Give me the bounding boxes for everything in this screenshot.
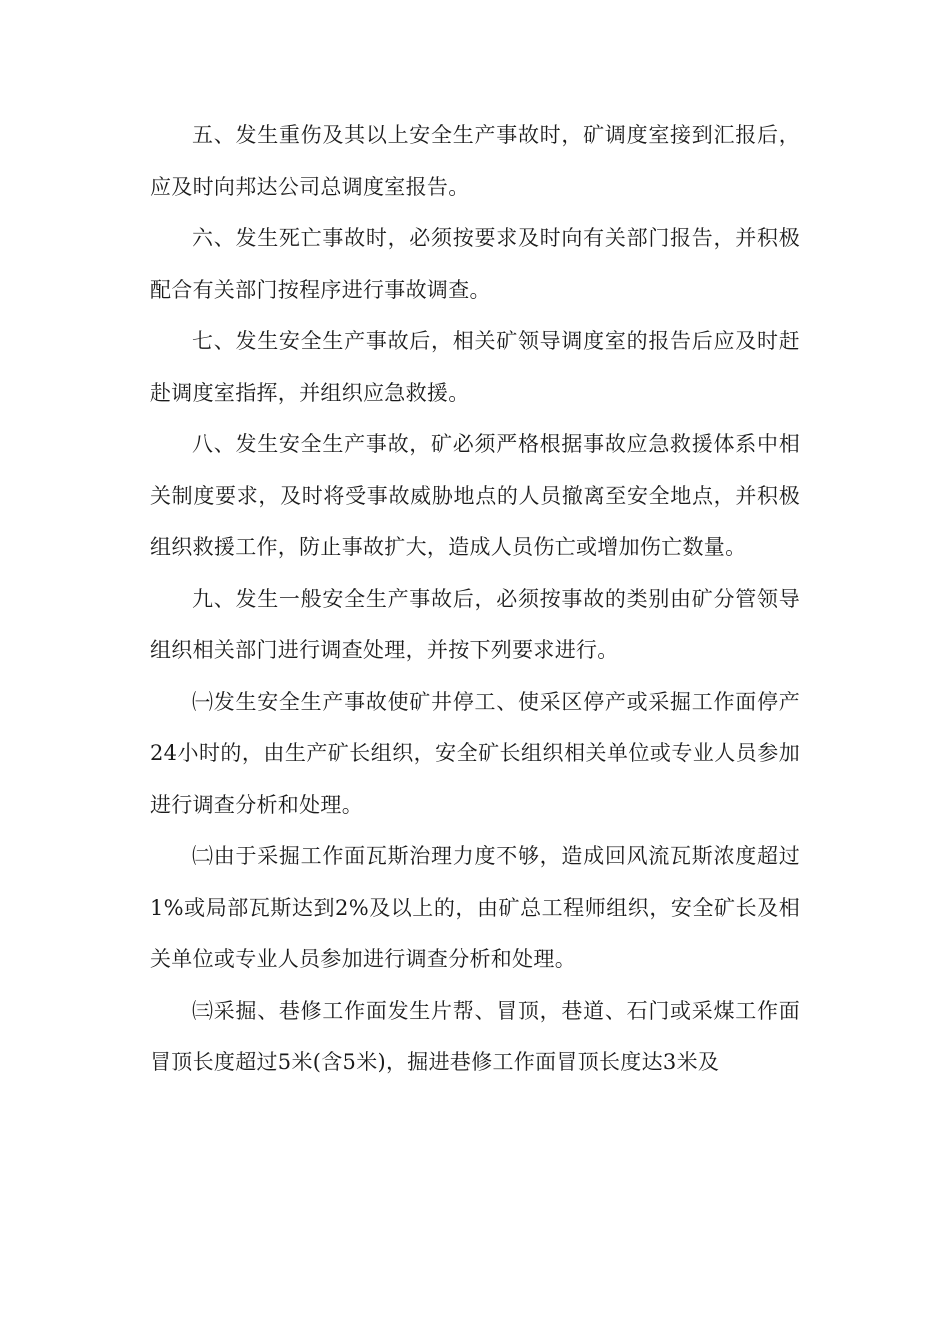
paragraph-seven: 七、发生安全生产事故后，相关矿领导调度室的报告后应及时赶赴调度室指挥，并组织应急救援。	[150, 329, 800, 405]
paragraph-five: 五、发生重伤及其以上安全生产事故时，矿调度室接到汇报后，应及时向邦达公司总调度室报告。	[150, 123, 800, 199]
paragraph-eight: 八、发生安全生产事故，矿必须严格根据事故应急救援体系中相关制度要求，及时将受事故威胁地点的人员撤离至安全地点，并积极组织救援工作，防止事故扩大，造成人员伤亡或增加伤亡数量。	[150, 432, 800, 559]
paragraph-nine: 九、发生一般安全生产事故后，必须按事故的类别由矿分管领导组织相关部门进行调查处理，并按下列要求进行。	[150, 586, 800, 662]
sub-item-two: ㈡由于采掘工作面瓦斯治理力度不够，造成回风流瓦斯浓度超过1%或局部瓦斯达到2%及以上的，由矿总工程师组织，安全矿长及相关单位或专业人员参加进行调查分析和处理。	[150, 844, 800, 971]
paragraph-six: 六、发生死亡事故时，必须按要求及时向有关部门报告，并积极配合有关部门按程序进行事故调查。	[150, 226, 800, 302]
sub-item-three: ㈢采掘、巷修工作面发生片帮、冒顶，巷道、石门或采煤工作面冒顶长度超过5米(含5米)，掘进巷修工作面冒顶长度达3米及	[150, 998, 800, 1074]
document-page	[150, 110, 800, 1089]
sub-item-one: ㈠发生安全生产事故使矿井停工、使采区停产或采掘工作面停产24小时的，由生产矿长组织，安全矿长组织相关单位或专业人员参加进行调查分析和处理。	[150, 689, 800, 817]
